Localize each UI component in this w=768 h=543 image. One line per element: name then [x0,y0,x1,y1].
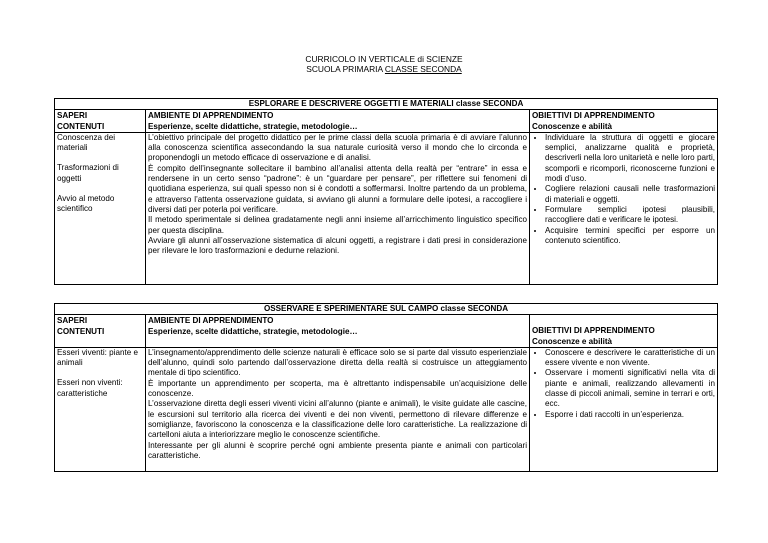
obiettivi-label: OBIETTIVI DI APPRENDIMENTO [532,111,655,121]
ambiente-paragraph: Interessante per gli alunni è scoprire perché ogni ambiente presenta piante e animali con particolari caratteristiche. [148,440,527,460]
obiettivo-item: • Formulare semplici ipotesi plausibili, raccogliere dati e verificare le ipotesi. [545,205,715,226]
obiettivo-item: • Cogliere relazioni causali nelle trasformazioni di materiali e oggetti. [545,184,715,205]
obiettivi-list [532,133,715,246]
obiettivi-list [532,348,715,420]
section-table-osservare [54,303,718,472]
obiettivi-cell [530,132,718,284]
sapere-item: Conoscenza dei materiali [57,132,116,153]
contenuti-label: CONTENUTI [57,326,105,336]
sapere-item: Avvio al metodo scientifico [57,194,115,214]
saperi-head [55,315,146,348]
sapere-item: Esseri viventi: piante e animali [57,347,138,368]
sapere-item: Trasformazioni di oggetti [57,163,119,183]
ambiente-paragraph: È compito dell’insegnante sollecitare il bambino all’analisi attenta della realtà per “entrare” in essa e rendersene in un certo senso “padrone”: è un “guardare per pensare”, per riflettere sui fenomeni di quotidiana esperienza, sui quali spesso non si è condotti a soffermarsi. Inoltre partendo da un problema, e attraverso l’attenta osservazione guidata, si avviano gli alunni a formulare delle ipotesi, a raccogliere i diversi dati per poterla poi verificare. [148,163,527,214]
ambiente-paragraph: Il metodo sperimentale si delinea gradatamente negli anni insieme all’arricchimento linguistico specifico per questa disciplina. [148,215,527,235]
saperi-cell [55,132,146,284]
ambiente-sublabel: Esperienze, scelte didattiche, strategie, metodologie… [148,121,358,131]
ambiente-head [146,315,530,348]
ambiente-paragraph: L’obiettivo principale del progetto didattico per le prime classi della scuola primaria è di avviare l’alunno alla conoscenza scientifica assecondando la sua naturale curiosità verso il mondo che lo circonda e proponendogli un metodo efficace di osservazione e di analisi. [148,132,527,163]
ambiente-label: AMBIENTE DI APPRENDIMENTO [148,111,274,121]
obiettivo-item: • Osservare i momenti significativi nella vita di piante e animali, realizzando allevamenti in classe di piccoli animali, semine in terrari e orti, ecc. [545,368,715,409]
obiettivi-sublabel: Conoscenze e abilità [532,336,613,346]
section-header: ESPLORARE E DESCRIVERE OGGETTI E MATERIALI classe SECONDA [55,99,718,110]
subtitle-class: CLASSE SECONDA [384,64,462,74]
obiettivo-item: • Acquisire termini specifici per esporre un contenuto scientifico. [545,226,715,247]
saperi-label: SAPERI [57,111,88,121]
obiettivo-item: • Esporre i dati raccolti in un’esperienza. [545,410,715,420]
obiettivi-label: OBIETTIVI DI APPRENDIMENTO [532,326,655,336]
obiettivi-cell [530,347,718,471]
obiettivi-sublabel: Conoscenze e abilità [532,121,613,131]
section-table-esplorare [54,98,718,285]
obiettivo-item: • Conoscere e descrivere le caratteristiche di un essere vivente e non vivente. [545,348,715,369]
subtitle-prefix: SCUOLA PRIMARIA [306,64,385,74]
obiettivo-item: • Individuare la struttura di oggetti e giocare semplici, analizzarne qualità e proprietà, descriverli nella loro unitarietà e nelle loro parti, scomporli e ricomporli, riconoscerne funzioni e modi d’uso. [545,133,715,184]
ambiente-label: AMBIENTE DI APPRENDIMENTO [148,316,274,326]
obiettivi-head [530,110,718,133]
section-header: OSSERVARE E SPERIMENTARE SUL CAMPO classe SECONDA [55,304,718,315]
ambiente-sublabel: Esperienze, scelte didattiche, strategie, metodologie… [148,326,358,336]
ambiente-cell [146,132,530,284]
document-title: CURRICOLO IN VERTICALE di SCIENZE [305,54,463,64]
ambiente-paragraph: Avviare gli alunni all’osservazione sistematica di alcuni oggetti, a registrare i dati presi in considerazione per rilevare le loro trasformazioni e dedurne relazioni. [148,235,527,256]
saperi-head [55,110,146,133]
saperi-cell [55,347,146,471]
obiettivi-head [530,315,718,348]
ambiente-cell [146,347,530,471]
ambiente-paragraph: È importante un apprendimento per scoperta, ma è altrettanto indispensabile un’acquisizione delle conoscenze. [148,378,527,399]
ambiente-paragraph: L’insegnamento/apprendimento delle scienze naturali è efficace solo se si parte dal vissuto esperienziale dell’alunno, quindi solo partendo dall’osservazione diretta della realtà si costruisce un atteggiamento mentale di tipo scientifico. [148,347,527,378]
ambiente-paragraph: L’osservazione diretta degli esseri viventi vicini all’alunno (piante e animali), le visite guidate alle cascine, le escursioni sul territorio alla ricerca dei viventi e dei non viventi, permettono di rilevare differenze e somiglianze, favoriscono la conoscenza e la classificazione delle loro caratteristiche. La realizzazione di cartelloni aiuta a interiorizzare meglio le conoscenze scientifiche. [148,399,527,440]
ambiente-head [146,110,530,133]
saperi-label: SAPERI [57,316,88,326]
contenuti-label: CONTENUTI [57,121,105,131]
sapere-item: Esseri non viventi: caratteristiche [57,378,123,398]
document-subtitle [0,64,768,74]
